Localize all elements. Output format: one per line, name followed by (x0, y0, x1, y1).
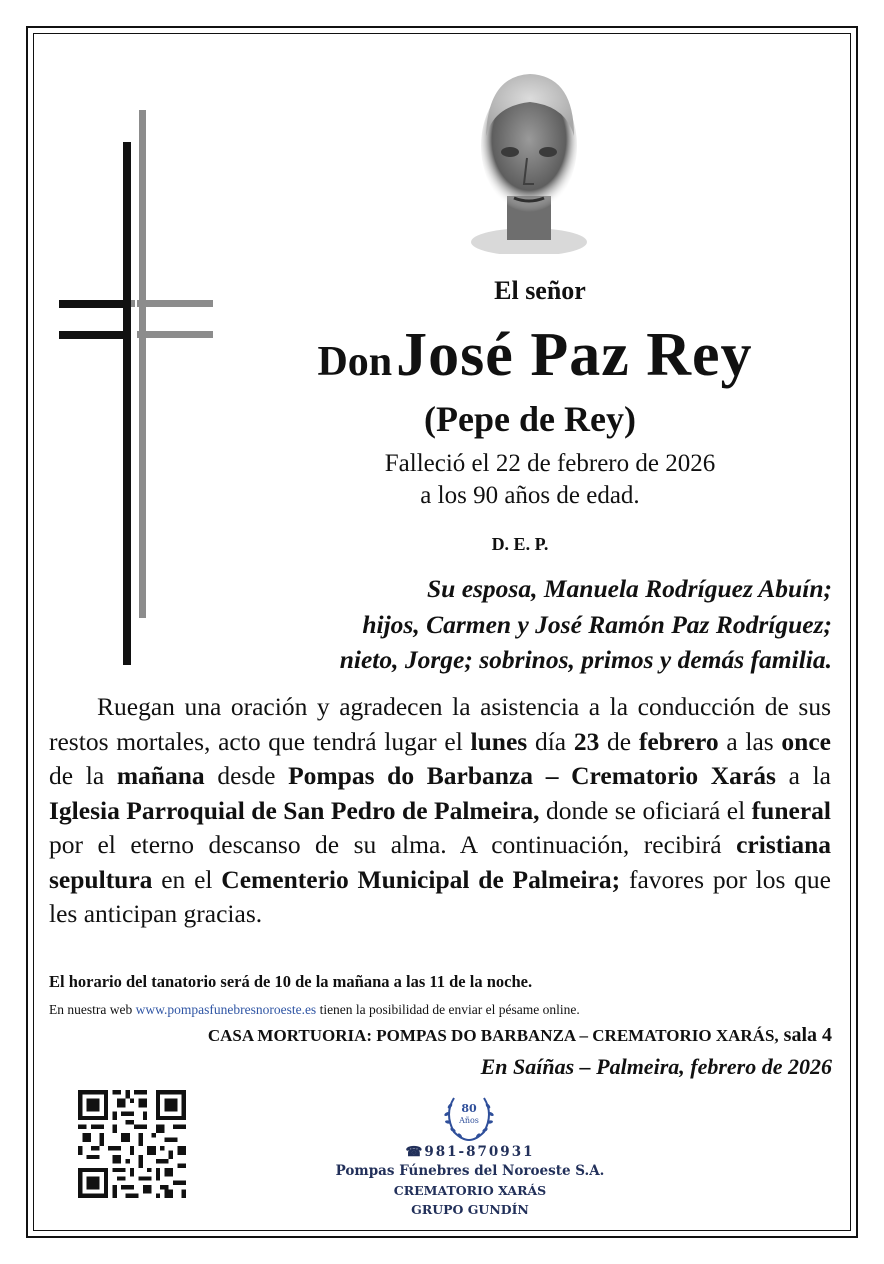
age-at-death: a los 90 años de edad. (420, 482, 640, 509)
company-group: GRUPO GUNDÍN (411, 1202, 529, 1217)
family-line-children: hijos, Carmen y José Ramón Paz Rodríguez; (362, 610, 832, 639)
place-and-date: En Saíñas – Palmeira, febrero de 2026 (480, 1054, 832, 1079)
family-line-others: nieto, Jorge; sobrinos, primos y demás familia. (339, 645, 832, 674)
announcement-body: Ruegan una oración y agradecen la asistencia a la conducción de sus restos mortales, acto que tendrá lugar el lunes día 23 de febrero a las once de la mañana desde Pompas do Barbanza – Crematorio Xarás a la Iglesia Parroquial de San Pedro de Palmeira, donde se oficiará el funeral por el eterno descanso de su alma. A continuación, recibirá cristiana sepultura en el Cementerio Municipal de Palmeira; favores por los que les anticipan gracias. (49, 692, 831, 928)
room-number: sala 4 (778, 1024, 832, 1046)
death-date: Falleció el 22 de febrero de 2026 (384, 450, 716, 477)
qr-code-icon[interactable] (78, 1090, 186, 1198)
company-name: Pompas Fúnebres del Noroeste S.A. (335, 1163, 605, 1179)
company-phone: ☎981-870931 (405, 1144, 535, 1160)
funeral-home-location: CASA MORTUORIA: POMPAS DO BARBANZA – CREMATORIO XARÁS, sala 4 (207, 1024, 832, 1046)
cross-icon (55, 110, 215, 670)
wake-schedule: El horario del tanatorio será de 10 de la mañana a las 11 de la noche. (49, 972, 533, 991)
intro-text: El señor (494, 276, 586, 305)
deceased-name: José Paz Rey (396, 321, 753, 389)
laurel-emblem-icon (440, 1090, 498, 1142)
family-line-spouse: Su esposa, Manuela Rodríguez Abuín; (426, 574, 832, 603)
emblem-number: 80 (461, 1102, 477, 1115)
portrait-photo (470, 66, 588, 254)
rip-abbreviation: D. E. P. (491, 534, 549, 554)
deceased-name-line (250, 320, 820, 391)
website-link[interactable]: www.pompasfunebresnoroeste.es (135, 1002, 317, 1017)
nickname: (Pepe de Rey) (424, 399, 636, 439)
web-condolence-note: En nuestra web www.pompasfunebresnoroeste.es tienen la posibilidad de enviar el pésame online. (49, 1002, 580, 1017)
company-crematorium: CREMATORIO XARÁS (393, 1183, 547, 1198)
emblem-word: Años (459, 1116, 479, 1125)
title-don: Don (317, 339, 393, 385)
